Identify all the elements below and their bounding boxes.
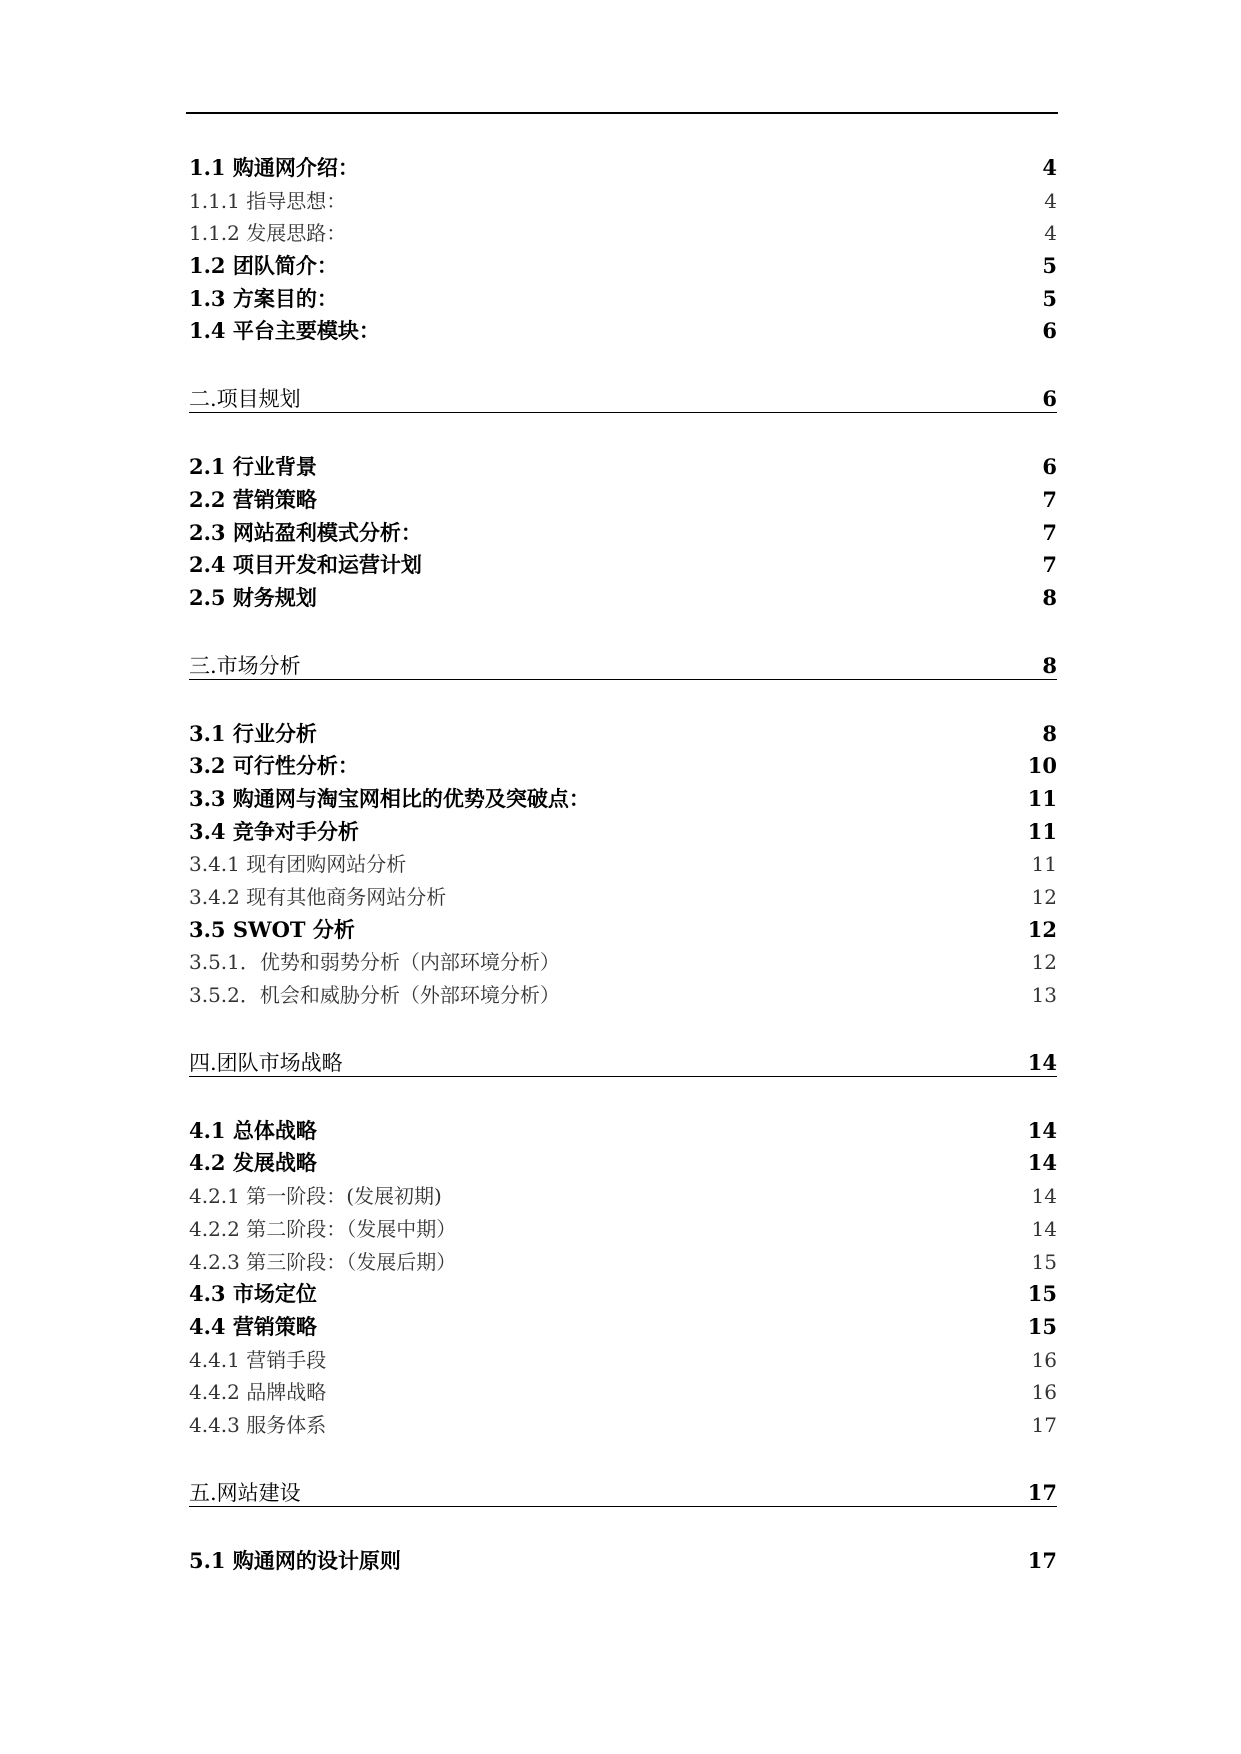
toc-entry-page-number: 7 (1042, 486, 1057, 512)
toc-entry-page-number: 8 (1042, 652, 1057, 678)
toc-chapter-entry[interactable] (189, 653, 1057, 680)
toc-entry-title: 4.1 总体战略 (189, 1117, 317, 1143)
toc-entry-title: 二.项目规划 (189, 387, 301, 412)
toc-entry-title: 4.2.3 第三阶段：（发展后期） (189, 1249, 457, 1274)
toc-subsection-entry[interactable] (189, 1376, 1057, 1409)
toc-entry-page-number: 14 (1027, 1049, 1057, 1075)
toc-subsection-entry[interactable] (189, 979, 1057, 1012)
toc-subsection-entry[interactable] (189, 1246, 1057, 1279)
toc-section-entry[interactable] (189, 1311, 1057, 1344)
toc-entry-page-number: 11 (1027, 785, 1057, 811)
toc-section-entry[interactable] (189, 1545, 1057, 1578)
toc-section-entry[interactable] (189, 517, 1057, 550)
toc-entry-title: 4.4.2 品牌战略 (189, 1380, 327, 1405)
toc-entry-title: 4.2 发展战略 (189, 1150, 317, 1176)
toc-subsection-entry[interactable] (189, 848, 1057, 881)
toc-section-entry[interactable] (189, 1147, 1057, 1180)
toc-entry-title: 3.5.1．优势和弱势分析（内部环境分析） (189, 950, 560, 975)
toc-section-entry[interactable] (189, 783, 1057, 816)
toc-section-entry[interactable] (189, 914, 1057, 947)
toc-entry-page-number: 5 (1042, 285, 1057, 311)
toc-entry-title: 1.1.1 指导思想： (189, 188, 347, 213)
toc-entry-page-number: 7 (1042, 519, 1057, 545)
toc-subsection-entry[interactable] (189, 1344, 1057, 1377)
toc-entry-title: 3.5 SWOT 分析 (189, 916, 355, 942)
toc-entry-title: 4.4.1 营销手段 (189, 1347, 327, 1372)
toc-entry-title: 1.4 平台主要模块： (189, 318, 380, 344)
toc-chapter-entry[interactable] (189, 1480, 1057, 1507)
toc-entry-page-number: 14 (1027, 1150, 1057, 1176)
toc-entry-page-number: 8 (1042, 584, 1057, 610)
toc-subsection-entry[interactable] (189, 1213, 1057, 1246)
toc-section-entry[interactable] (189, 718, 1057, 751)
toc-entry-title: 3.4.2 现有其他商务网站分析 (189, 885, 447, 909)
toc-entry-page-number: 4 (1042, 155, 1057, 180)
toc-entry-title: 2.5 财务规划 (189, 584, 317, 610)
toc-entry-page-number: 16 (1031, 1380, 1057, 1405)
toc-entry-page-number: 15 (1031, 1249, 1057, 1274)
toc-subsection-entry[interactable] (189, 185, 1057, 218)
toc-entry-page-number: 8 (1042, 720, 1057, 746)
toc-entry-page-number: 6 (1042, 318, 1057, 344)
toc-entry-page-number: 6 (1042, 386, 1057, 412)
toc-entry-title: 2.1 行业背景 (189, 454, 317, 480)
toc-entry-page-number: 6 (1042, 454, 1057, 480)
toc-subsection-entry[interactable] (189, 946, 1057, 979)
toc-subsection-entry[interactable] (189, 217, 1057, 250)
toc-section-entry[interactable] (189, 1278, 1057, 1311)
toc-entry-title: 2.2 营销策略 (189, 486, 317, 512)
toc-entry-title: 3.1 行业分析 (189, 720, 317, 746)
toc-section-entry[interactable] (189, 451, 1057, 484)
toc-entry-title: 4.3 市场定位 (189, 1281, 317, 1307)
toc-entry-title: 4.2.1 第一阶段：(发展初期) (189, 1184, 442, 1209)
toc-section-entry[interactable] (189, 1115, 1057, 1148)
table-of-contents (189, 152, 1057, 1577)
toc-entry-page-number: 4 (1044, 221, 1057, 246)
toc-entry-page-number: 14 (1031, 1216, 1057, 1241)
toc-entry-title: 3.3 购通网与淘宝网相比的优势及突破点： (189, 785, 590, 811)
toc-entry-title: 3.2 可行性分析： (189, 753, 359, 779)
toc-entry-page-number: 4 (1044, 188, 1057, 213)
toc-section-entry[interactable] (189, 582, 1057, 615)
toc-entry-title: 4.4.3 服务体系 (189, 1412, 327, 1437)
toc-entry-page-number: 17 (1027, 1479, 1057, 1505)
toc-entry-title: 5.1 购通网的设计原则 (189, 1547, 401, 1573)
toc-section-entry[interactable] (189, 152, 1057, 185)
toc-entry-title: 3.4.1 现有团购网站分析 (189, 852, 407, 877)
toc-entry-page-number: 14 (1031, 1184, 1057, 1209)
toc-entry-page-number: 13 (1031, 983, 1057, 1008)
toc-entry-page-number: 7 (1042, 552, 1057, 578)
toc-entry-page-number: 12 (1031, 950, 1057, 975)
toc-entry-title: 4.2.2 第二阶段：（发展中期） (189, 1216, 457, 1241)
toc-entry-title: 五.网站建设 (189, 1480, 301, 1505)
toc-entry-page-number: 12 (1027, 916, 1057, 942)
toc-entry-page-number: 10 (1027, 753, 1057, 779)
toc-entry-page-number: 11 (1031, 852, 1057, 877)
toc-entry-title: 3.4 竞争对手分析 (189, 818, 359, 844)
toc-section-entry[interactable] (189, 750, 1057, 783)
toc-entry-page-number: 11 (1027, 818, 1057, 844)
toc-entry-page-number: 15 (1027, 1313, 1057, 1339)
toc-section-entry[interactable] (189, 549, 1057, 582)
toc-section-entry[interactable] (189, 283, 1057, 316)
toc-entry-page-number: 5 (1042, 253, 1057, 279)
toc-subsection-entry[interactable] (189, 1180, 1057, 1213)
toc-entry-page-number: 16 (1031, 1347, 1057, 1372)
toc-entry-page-number: 12 (1031, 885, 1057, 909)
toc-chapter-entry[interactable] (189, 1050, 1057, 1077)
toc-section-entry[interactable] (189, 250, 1057, 283)
toc-entry-title: 四.团队市场战略 (189, 1050, 343, 1075)
toc-entry-title: 4.4 营销策略 (189, 1313, 317, 1339)
toc-entry-title: 1.3 方案目的： (189, 285, 338, 311)
toc-entry-title: 2.3 网站盈利模式分析： (189, 519, 422, 545)
toc-entry-title: 1.2 团队简介： (189, 253, 338, 279)
toc-entry-title: 3.5.2．机会和威胁分析（外部环境分析） (189, 983, 560, 1008)
toc-entry-page-number: 17 (1031, 1412, 1057, 1437)
toc-subsection-entry[interactable] (189, 1409, 1057, 1442)
toc-entry-title: 1.1.2 发展思路： (189, 221, 347, 246)
toc-entry-title: 1.1 购通网介绍： (189, 155, 359, 180)
toc-entry-page-number: 15 (1027, 1281, 1057, 1307)
toc-entry-title: 2.4 项目开发和运营计划 (189, 552, 422, 578)
header-rule (186, 112, 1058, 114)
toc-entry-page-number: 14 (1027, 1117, 1057, 1143)
toc-section-entry[interactable] (189, 315, 1057, 348)
toc-chapter-entry[interactable] (189, 386, 1057, 413)
toc-entry-title: 三.市场分析 (189, 653, 301, 678)
toc-entry-page-number: 17 (1027, 1547, 1057, 1573)
toc-subsection-entry[interactable] (189, 881, 1057, 914)
toc-section-entry[interactable] (189, 484, 1057, 517)
toc-section-entry[interactable] (189, 816, 1057, 849)
